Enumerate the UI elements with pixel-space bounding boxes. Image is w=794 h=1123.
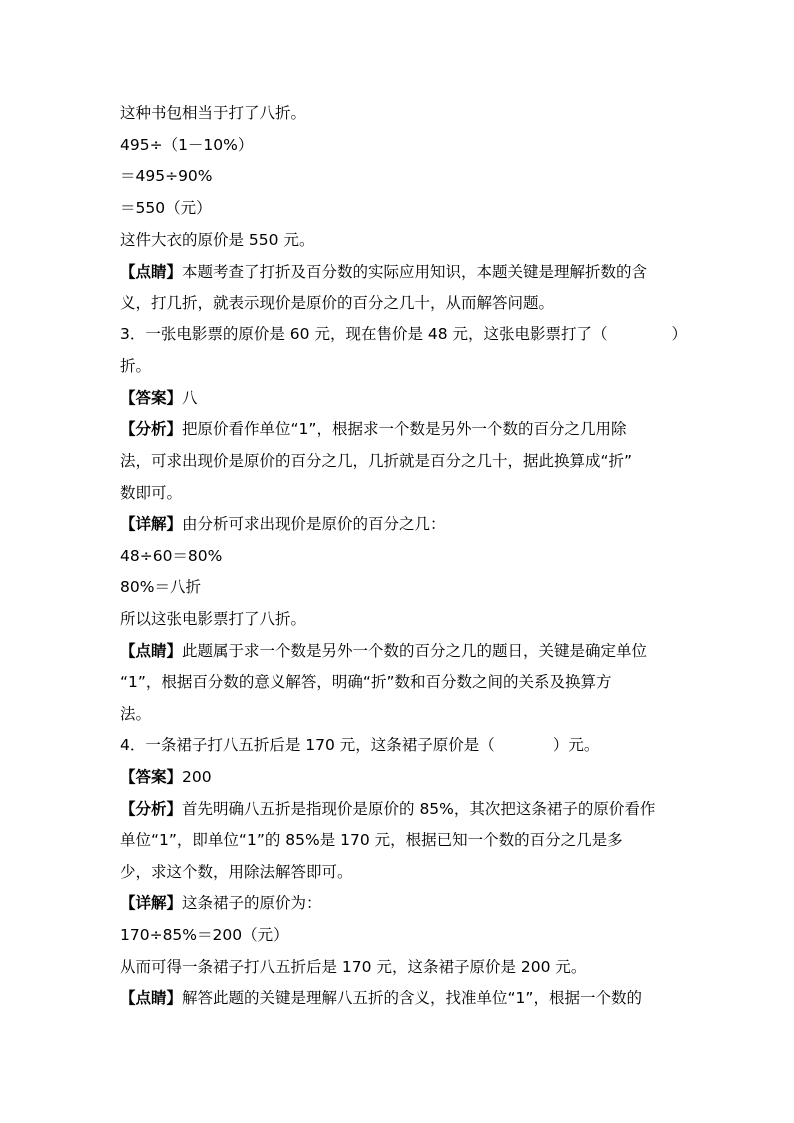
comment-tag: 【点睛】 <box>120 642 183 660</box>
question-text: ）元。 <box>552 736 600 754</box>
analysis-tag: 【分析】 <box>120 800 183 818</box>
line-text: 这种书包相当于打了八折。 <box>120 104 307 122</box>
text-line <box>120 451 680 471</box>
text-line <box>120 957 680 977</box>
analysis-text: 单位“1”，即单位“1”的 85%是 170 元，根据已知一个数的百分之几是多 <box>120 831 623 849</box>
text-line <box>120 483 680 503</box>
analysis-line <box>120 799 680 819</box>
text-line <box>120 198 680 218</box>
answer-text: 八 <box>182 389 198 407</box>
solution-tag: 【详解】 <box>120 515 183 533</box>
solution-text: 所以这张电影票打了八折。 <box>120 610 307 628</box>
question-4 <box>120 735 680 755</box>
text-line <box>120 103 680 123</box>
text-line <box>120 262 680 282</box>
text-line <box>120 830 680 850</box>
text-line <box>120 609 680 629</box>
analysis-text: 法，可求出现价是原价的百分之几，几折就是百分之几十，据此换算成“折” <box>120 452 633 470</box>
text-line <box>120 862 680 882</box>
solution-tag: 【详解】 <box>120 894 183 912</box>
text-line <box>120 166 680 186</box>
text-line <box>120 925 680 945</box>
text-line <box>120 704 680 724</box>
question-3 <box>120 324 688 344</box>
comment-tag: 【点睛】 <box>120 263 183 281</box>
line-text: 这件大衣的原价是 550 元。 <box>120 231 315 249</box>
analysis-text: 少，求这个数，用除法解答即可。 <box>120 863 353 881</box>
answer-line <box>120 388 680 408</box>
equation: ＝495÷90% <box>120 167 213 185</box>
text-line <box>120 672 680 692</box>
analysis-text: 首先明确八五折是指现价是原价的 85%，其次把这条裙子的原价看作 <box>182 800 656 818</box>
comment-text: 解答此题的关键是理解八五折的含义，找准单位“1”，根据一个数的 <box>182 989 642 1007</box>
text-line <box>120 135 680 155</box>
comment-line <box>120 988 680 1008</box>
comment-text: 本题考查了打折及百分数的实际应用知识，本题关键是理解折数的含 <box>182 263 648 281</box>
analysis-text: 把原价看作单位“1”，根据求一个数是另外一个数的百分之几用除 <box>182 420 627 438</box>
solution-line <box>120 893 680 913</box>
question-text: ） <box>671 325 688 343</box>
text-line <box>120 293 680 313</box>
question-text: 4．一条裙子打八五折后是 170 元，这条裙子原价是（ <box>120 736 495 754</box>
solution-text: 由分析可求出现价是原价的百分之几： <box>182 515 446 533</box>
answer-tag: 【答案】 <box>120 389 183 407</box>
solution-text: 这条裙子的原价为： <box>182 894 322 912</box>
equation: ＝550（元） <box>120 199 212 217</box>
solution-line <box>120 514 680 534</box>
text-line <box>120 230 680 250</box>
solution-text: 从而可得一条裙子打八五折后是 170 元，这条裙子原价是 200 元。 <box>120 958 587 976</box>
analysis-text: 数即可。 <box>120 484 183 502</box>
comment-text: “1”，根据百分数的意义解答，明确“折”数和百分数之间的关系及换算方 <box>120 673 612 691</box>
equation: 170÷85%＝200（元） <box>120 926 289 944</box>
analysis-tag: 【分析】 <box>120 420 183 438</box>
equation: 80%＝八折 <box>120 578 201 596</box>
answer-line <box>120 767 680 787</box>
text-line <box>120 546 680 566</box>
text-line <box>120 356 680 376</box>
answer-text: 200 <box>182 768 212 786</box>
answer-tag: 【答案】 <box>120 768 183 786</box>
question-text: 3．一张电影票的原价是 60 元，现在售价是 48 元，这张电影票打了（ <box>120 325 608 343</box>
equation: 495÷（1－10%） <box>120 136 254 154</box>
question-text: 折。 <box>120 357 152 375</box>
comment-text: 义，打几折，就表示现价是原价的百分之几十，从而解答问题。 <box>120 294 555 312</box>
comment-text: 法。 <box>120 705 152 723</box>
comment-tag: 【点睛】 <box>120 989 183 1007</box>
equation: 48÷60＝80% <box>120 547 223 565</box>
comment-text: 此题属于求一个数是另外一个数的百分之几的题日，关键是确定单位 <box>182 642 648 660</box>
text-line <box>120 577 680 597</box>
comment-line <box>120 641 680 661</box>
analysis-line <box>120 419 680 439</box>
